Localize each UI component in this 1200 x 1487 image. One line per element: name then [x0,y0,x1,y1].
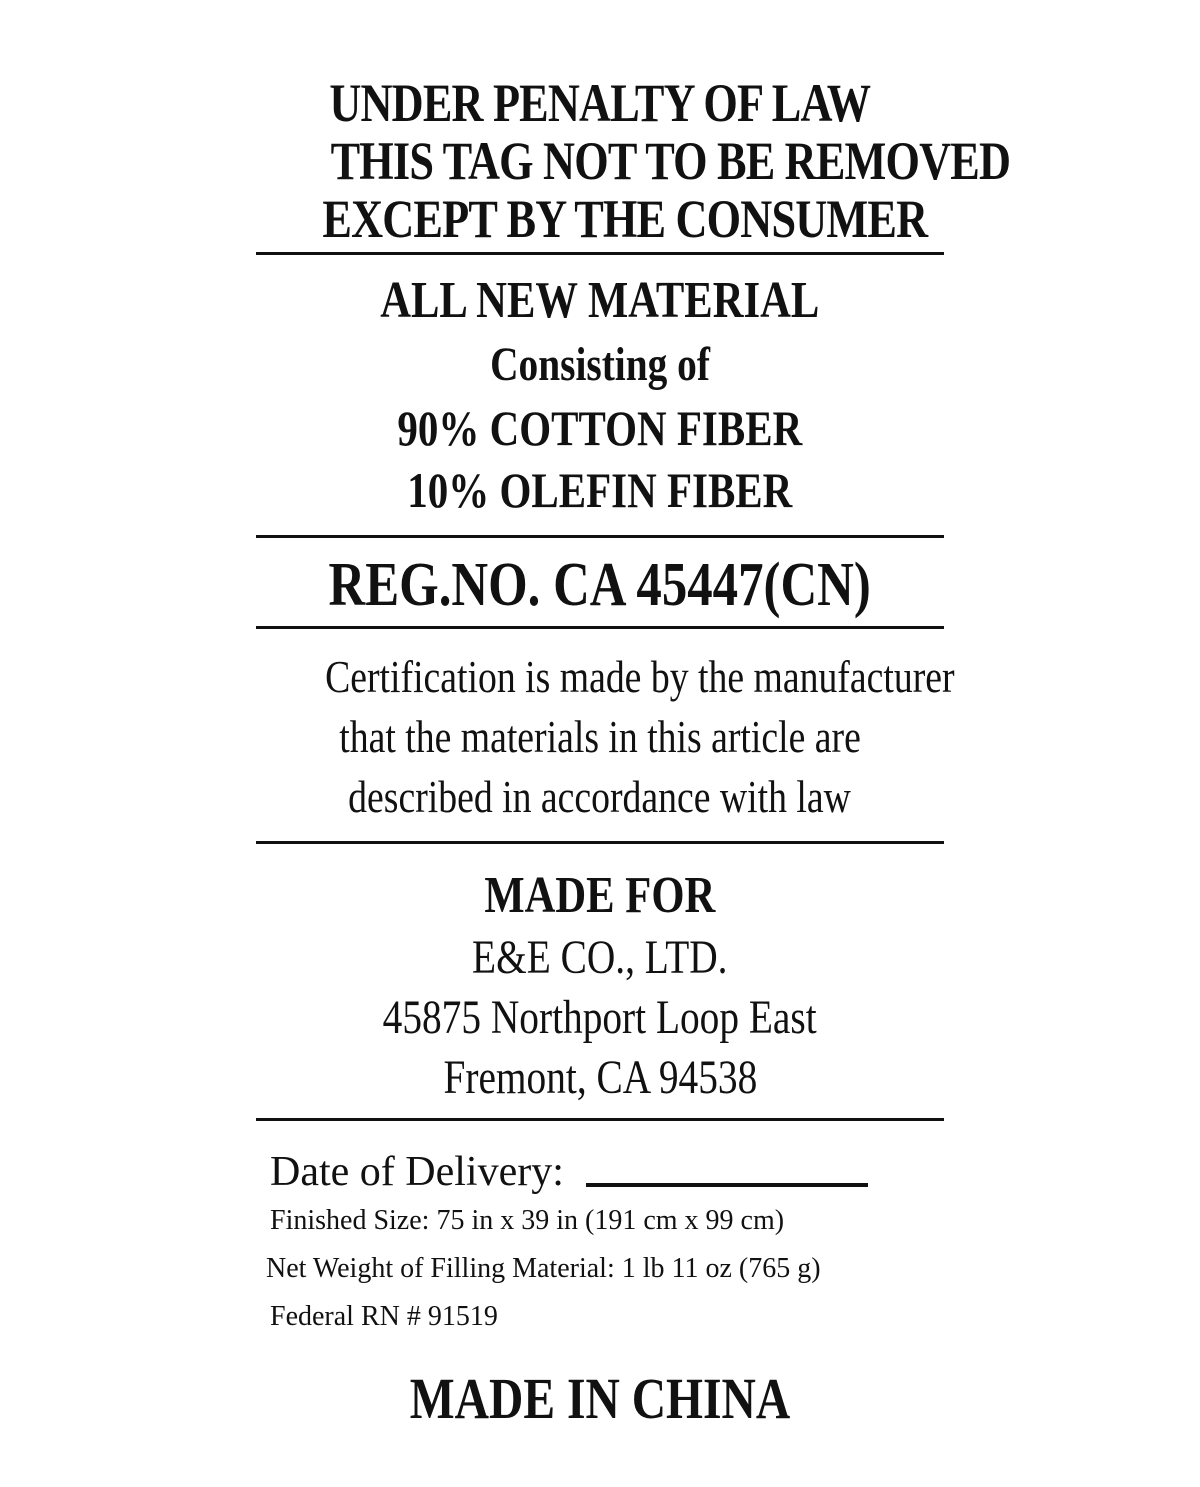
material-section [256,255,944,535]
material-olefin: 10% OLEFIN FIBER [407,462,793,518]
net-weight: Net Weight of Filling Material: 1 lb 11 oz (765 g) [266,1253,821,1284]
material-cotton: 90% COTTON FIBER [397,400,803,456]
street-address: 45875 Northport Loop East [382,991,817,1044]
delivery-date-blank [586,1183,868,1187]
country-of-origin: MADE IN CHINA [409,1366,791,1431]
warning-line-2: THIS TAG NOT TO BE REMOVED [330,131,1011,191]
delivery-date-label: Date of Delivery: [270,1149,564,1195]
certification-line-1: Certification is made by the manufacturer [325,651,955,702]
federal-rn: Federal RN # 91519 [270,1301,498,1332]
finished-size: Finished Size: 75 in x 39 in (191 cm x 99 cm) [270,1205,785,1236]
certification-section [256,629,955,841]
certification-line-2: that the materials in this article are [339,711,861,762]
company-name: E&E CO., LTD. [472,931,728,984]
delivery-date-row [256,1147,944,1197]
registration-section [256,538,944,626]
registration-number: REG.NO. CA 45447(CN) [328,551,872,619]
law-label-tag [256,70,1011,1487]
warning-section [256,70,1011,252]
warning-line-3: EXCEPT BY THE CONSUMER [322,189,928,249]
made-for-heading: MADE FOR [484,867,716,924]
city-address: Fremont, CA 94538 [443,1051,757,1104]
material-heading: ALL NEW MATERIAL [380,272,820,329]
details-section [256,1121,944,1487]
certification-line-3: described in accordance with law [348,771,852,822]
made-for-section [256,844,944,1118]
warning-line-1: UNDER PENALTY OF LAW [329,73,871,133]
material-consisting: Consisting of [490,338,710,391]
